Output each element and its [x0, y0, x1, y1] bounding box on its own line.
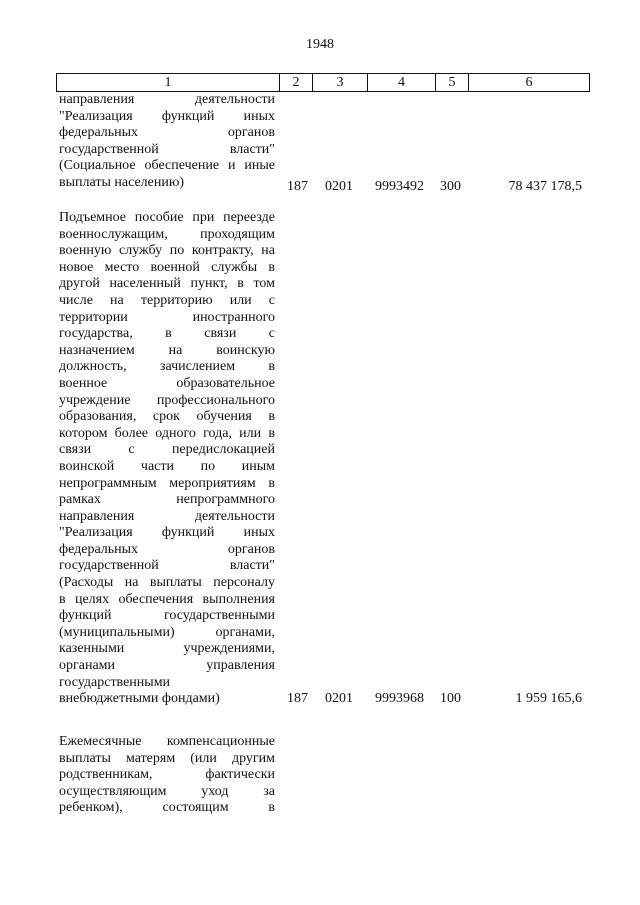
desc-line: Подъемное пособие при переезде	[59, 210, 275, 225]
page-number: 1948	[306, 37, 334, 52]
header-col-1: 1	[56, 73, 279, 92]
desc-line: государственной власти"	[59, 141, 275, 157]
desc-line: Ежемесячные компенсационные	[59, 734, 275, 749]
desc-line: в целях обеспечения выполнения	[59, 591, 275, 607]
desc-line: федеральных органов	[59, 541, 275, 557]
row-description	[59, 92, 275, 192]
desc-line: образования, срок обучения в	[59, 409, 275, 425]
desc-line: (Социальное обеспечение и иные	[59, 158, 275, 174]
table-header	[56, 73, 590, 92]
desc-line: котором более одного года, или в	[59, 425, 275, 441]
desc-line: военную службу по контракту, на	[59, 243, 275, 259]
cell-code-4: 9993968	[375, 691, 424, 706]
cell-code-4: 9993492	[375, 179, 424, 194]
desc-line: новое место военной службы в	[59, 259, 275, 275]
header-col-4: 4	[367, 73, 435, 92]
row-description	[59, 734, 275, 817]
header-col-2: 2	[279, 73, 312, 92]
desc-line: государственной власти"	[59, 558, 275, 574]
desc-line: учреждение профессионального	[59, 392, 275, 408]
cell-code-5: 100	[440, 691, 461, 706]
desc-line: органами управления	[59, 658, 275, 674]
desc-line: связи с передислокацией	[59, 442, 275, 458]
desc-line: государства, в связи с	[59, 326, 275, 342]
desc-line: рамках непрограммного	[59, 492, 275, 508]
desc-line: родственникам, фактически	[59, 767, 275, 783]
desc-line: назначением на воинскую	[59, 342, 275, 358]
cell-code-2: 187	[287, 691, 308, 706]
desc-line: внебюджетными фондами)	[59, 691, 220, 707]
desc-line: военное образовательное	[59, 375, 275, 391]
desc-line: "Реализация функций иных	[59, 525, 275, 541]
desc-line: другой населенный пункт, в том	[59, 276, 275, 292]
desc-line: направления деятельности	[59, 508, 275, 524]
cell-code-2: 187	[287, 179, 308, 194]
cell-amount: 78 437 178,5	[508, 179, 582, 194]
desc-line: должность, зачислением в	[59, 359, 275, 375]
desc-line: осуществляющим уход за	[59, 783, 275, 799]
desc-line: направления деятельности	[59, 92, 275, 107]
header-col-6: 6	[468, 73, 590, 92]
cell-code-3: 0201	[325, 691, 353, 706]
desc-line: выплаты матерям (или другим	[59, 750, 275, 766]
header-col-3: 3	[312, 73, 367, 92]
desc-line: "Реализация функций иных	[59, 108, 275, 124]
desc-line: выплаты населению)	[59, 174, 184, 190]
desc-line: территории иностранного	[59, 309, 275, 325]
desc-line: непрограммным мероприятиям в	[59, 475, 275, 491]
cell-code-5: 300	[440, 179, 461, 194]
cell-code-3: 0201	[325, 179, 353, 194]
desc-line: числе на территорию или с	[59, 292, 275, 308]
desc-line: федеральных органов	[59, 125, 275, 141]
desc-line: казенными учреждениями,	[59, 641, 275, 657]
desc-line: функций государственными	[59, 608, 275, 624]
desc-line: воинской части по иным	[59, 458, 275, 474]
cell-amount: 1 959 165,6	[515, 691, 582, 706]
desc-line: государственными	[59, 674, 171, 690]
row-description	[59, 210, 275, 708]
desc-line: военнослужащим, проходящим	[59, 226, 275, 242]
desc-line: (муниципальными) органами,	[59, 624, 275, 640]
header-col-5: 5	[435, 73, 468, 92]
desc-line: (Расходы на выплаты персоналу	[59, 575, 275, 591]
desc-line: ребенком), состоящим в	[59, 800, 275, 816]
